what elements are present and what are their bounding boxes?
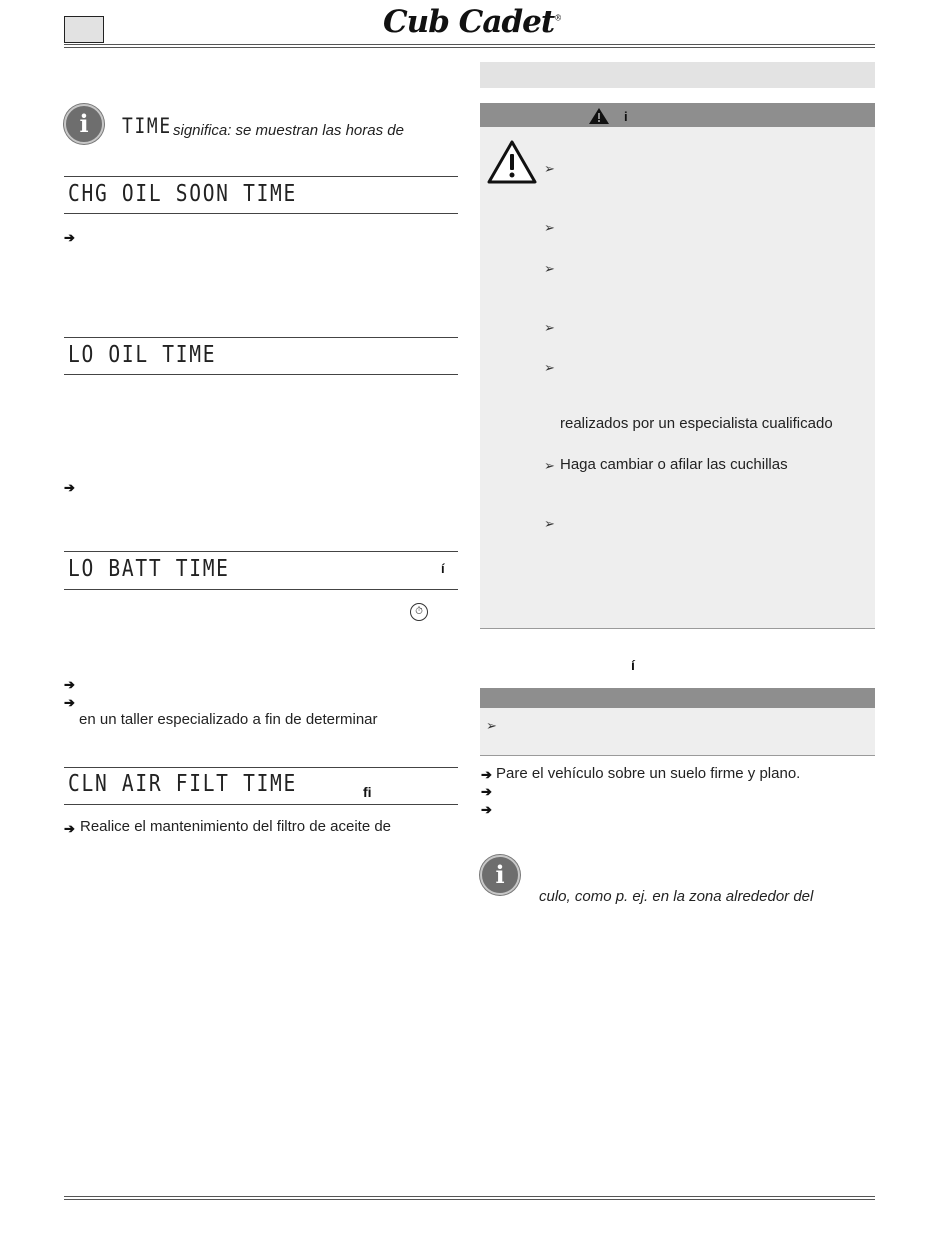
header-rule-2 <box>64 47 875 48</box>
brand-logo: Cub Cadet® <box>383 4 562 40</box>
page-number-box <box>64 16 104 43</box>
message-cln-air-filt: CLN AIR FILT TIME <box>68 771 297 797</box>
bullet-chevron: ➢ <box>544 220 555 235</box>
rule <box>64 551 458 552</box>
haga-text: Haga cambiar o afilar las cuchillas <box>560 456 788 473</box>
realizados-text: realizados por un especialista cualificado <box>560 415 833 432</box>
arrow-icon: ➔ <box>481 802 492 817</box>
note-title-bar <box>480 688 875 708</box>
header-rule <box>64 44 875 45</box>
arrow-icon: ➔ <box>64 695 75 710</box>
rule <box>480 755 875 756</box>
arrow-icon: ➔ <box>64 821 75 836</box>
footer-rule-2 <box>64 1199 875 1200</box>
message-lo-oil: LO OIL TIME <box>68 342 217 368</box>
warning-triangle-icon <box>486 139 538 185</box>
cln-air-suffix: fi <box>363 784 372 800</box>
message-chg-oil-soon: CHG OIL SOON TIME <box>68 181 297 207</box>
info-icon: i <box>480 855 520 895</box>
bullet-chevron: ➢ <box>544 516 555 531</box>
taller-text: en un taller especializado a fin de determinar <box>79 711 378 728</box>
warning-title-bar <box>480 103 875 127</box>
rule <box>64 176 458 177</box>
warning-panel <box>480 127 875 628</box>
bullet-chevron: ➢ <box>544 261 555 276</box>
bullet-chevron: ➢ <box>486 718 497 733</box>
rule <box>64 213 458 214</box>
warning-small-icon <box>588 107 610 125</box>
rule <box>480 628 875 629</box>
arrow-icon: ➔ <box>64 480 75 495</box>
footer-rule <box>64 1196 875 1197</box>
bullet-chevron: ➢ <box>544 161 555 176</box>
note-panel <box>480 708 875 755</box>
rule <box>64 804 458 805</box>
realice-text: Realice el mantenimiento del filtro de aceite de <box>80 818 392 835</box>
rule <box>64 767 458 768</box>
message-lo-batt: LO BATT TIME <box>68 556 230 582</box>
bullet-chevron: ➢ <box>544 320 555 335</box>
warning-title-glyph: i <box>624 109 628 124</box>
time-label: TIME <box>122 114 172 138</box>
info-icon: i <box>64 104 104 144</box>
rule <box>64 337 458 338</box>
arrow-icon: ➔ <box>64 230 75 245</box>
bullet-chevron: ➢ <box>544 458 555 473</box>
arrow-icon: ➔ <box>481 767 492 782</box>
section-header-bar <box>480 62 875 88</box>
bullet-chevron: ➢ <box>544 360 555 375</box>
rule <box>64 374 458 375</box>
hour-meter-icon: ⏱ <box>410 603 428 621</box>
pare-text: Pare el vehículo sobre un suelo firme y plano. <box>496 765 801 782</box>
lo-batt-suffix: í <box>441 561 445 576</box>
arrow-icon: ➔ <box>64 677 75 692</box>
rule <box>64 589 458 590</box>
info-note: culo, como p. ej. en la zona alrededor del <box>539 888 814 905</box>
section-glyph: í <box>631 657 635 673</box>
arrow-icon: ➔ <box>481 784 492 799</box>
time-note: significa: se muestran las horas de <box>173 122 404 139</box>
